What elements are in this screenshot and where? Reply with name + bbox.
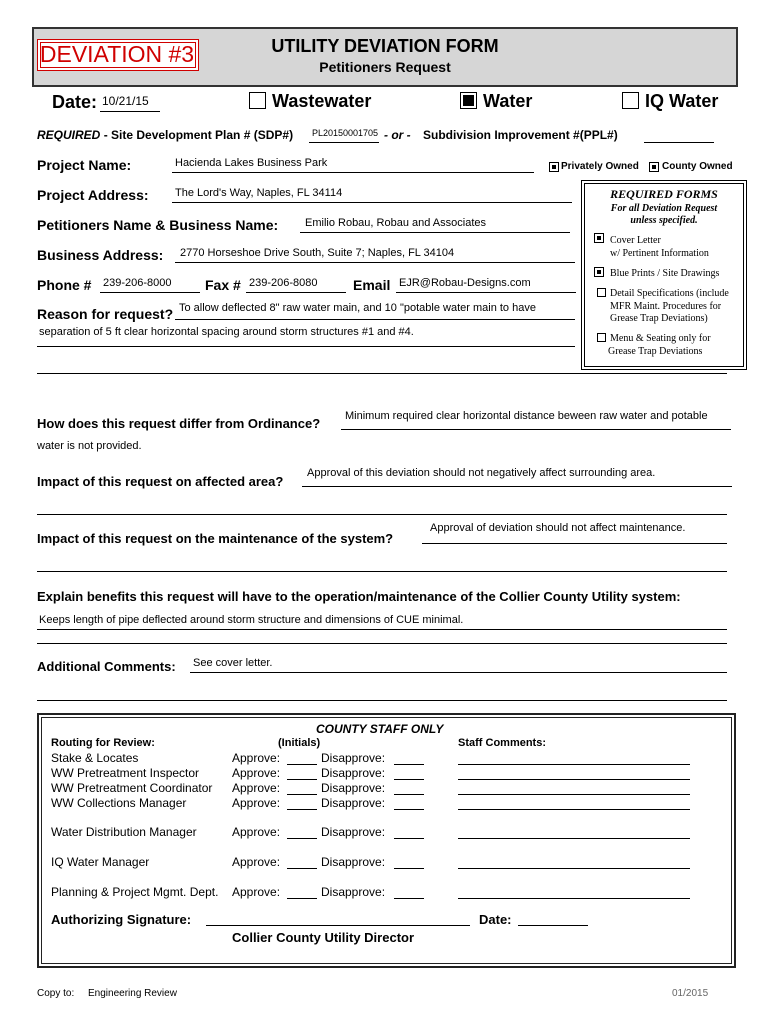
petitioner-label: Petitioners Name & Business Name: <box>37 217 279 233</box>
disapprove-label: Disapprove: <box>321 885 386 899</box>
disapprove-initials-line[interactable] <box>394 898 424 899</box>
wastewater-label: Wastewater <box>272 91 372 111</box>
staff-comment-line[interactable] <box>458 764 690 765</box>
form-subtitle: Petitioners Request <box>319 59 451 75</box>
approve-label: Approve: <box>232 781 281 795</box>
reviewer-name: WW Collections Manager <box>51 796 187 810</box>
project-name-value[interactable]: Hacienda Lakes Business Park <box>175 157 328 169</box>
blue-prints-label: Blue Prints / Site Drawings <box>610 268 720 279</box>
fax-value[interactable]: 239-206-8080 <box>249 277 318 289</box>
staff-comment-line[interactable] <box>458 779 690 780</box>
cover-letter-label: Cover Letter <box>610 235 661 246</box>
disapprove-label: Disapprove: <box>321 855 386 869</box>
county-owned-label: County Owned <box>662 161 733 172</box>
copy-to-label: Copy to: <box>37 988 75 999</box>
impact-maint-label: Impact of this request on the maintenance of the system? <box>37 531 394 546</box>
approve-initials-line[interactable] <box>287 898 317 899</box>
impact-area-line2 <box>37 514 727 515</box>
iq-water-label: IQ Water <box>645 91 719 111</box>
staff-comment-line[interactable] <box>458 794 690 795</box>
project-name-line <box>172 172 534 173</box>
iq-water-checkbox[interactable] <box>622 92 639 109</box>
impact-area-line1 <box>302 486 732 487</box>
comments-line1 <box>190 672 727 673</box>
required-prefix: REQUIRED <box>37 128 101 142</box>
required-forms-note: For all Deviation Request unless specified. <box>610 203 718 226</box>
disapprove-label: Disapprove: <box>321 781 386 795</box>
benefits-value[interactable]: Keeps length of pipe deflected around storm structure and dimensions of CUE minimal. <box>39 614 464 626</box>
disapprove-initials-line[interactable] <box>394 779 424 780</box>
routing-label: Routing for Review: <box>51 737 155 749</box>
reason-line2 <box>37 346 575 347</box>
comments-value[interactable]: See cover letter. <box>193 657 273 669</box>
petitioner-line <box>300 232 570 233</box>
county-owned-checkbox[interactable] <box>649 162 659 172</box>
approve-label: Approve: <box>232 796 281 810</box>
menu-seating-label: Menu & Seating only for <box>610 333 711 344</box>
project-address-label: Project Address: <box>37 187 149 203</box>
fax-label: Fax # <box>205 277 241 293</box>
director-label: Collier County Utility Director <box>232 930 415 945</box>
reviewer-name: Water Distribution Manager <box>51 825 197 839</box>
fax-line <box>246 292 346 293</box>
project-address-value[interactable]: The Lord's Way, Naples, FL 34114 <box>175 187 343 199</box>
impact-maint-value[interactable]: Approval of deviation should not affect maintenance. <box>430 522 686 534</box>
date-line <box>100 111 160 112</box>
reviewer-row <box>51 796 186 810</box>
reason-line1-value[interactable]: To allow deflected 8" raw water main, and 10 "potable water main to have <box>179 302 536 314</box>
sdp-line <box>309 142 379 143</box>
approve-initials-line[interactable] <box>287 779 317 780</box>
business-address-value[interactable]: 2770 Horseshoe Drive South, Suite 7; Naples, FL 34104 <box>180 247 455 259</box>
benefits-label: Explain benefits this request will have to the operation/maintenance of the Collier County Utility system: <box>37 589 681 604</box>
privately-owned-label: Privately Owned <box>561 161 639 172</box>
ppl-label: Subdivision Improvement #(PPL#) <box>423 128 618 142</box>
date-label: Date: <box>52 92 98 112</box>
deviation-stamp-text: DEVIATION #3 <box>39 41 195 67</box>
approve-initials-line[interactable] <box>287 794 317 795</box>
disapprove-initials-line[interactable] <box>394 868 424 869</box>
menu-seating-sub: Grease Trap Deviations <box>608 346 703 357</box>
project-address-line <box>172 202 572 203</box>
differ-line2-value[interactable]: water is not provided. <box>37 440 142 452</box>
benefits-line2 <box>37 643 727 644</box>
comments-line2 <box>37 700 727 701</box>
initials-label: (Initials) <box>278 737 321 749</box>
signature-date-line[interactable] <box>518 925 588 926</box>
reason-line3 <box>37 373 727 374</box>
staff-comment-line[interactable] <box>458 809 690 810</box>
disapprove-label: Disapprove: <box>321 796 386 810</box>
required-forms-box <box>581 180 747 370</box>
email-label: Email <box>353 277 391 293</box>
cover-letter-sub: w/ Pertinent Information <box>610 248 709 259</box>
approve-initials-line[interactable] <box>287 764 317 765</box>
approve-label: Approve: <box>232 885 281 899</box>
email-value[interactable]: EJR@Robau-Designs.com <box>399 277 531 289</box>
disapprove-initials-line[interactable] <box>394 838 424 839</box>
form-version: 01/2015 <box>672 988 709 999</box>
wastewater-checkbox[interactable] <box>249 92 266 109</box>
reviewer-name: Stake & Locates <box>51 751 139 765</box>
date-value[interactable]: 10/21/15 <box>102 94 149 108</box>
menu-seating-checkbox[interactable] <box>597 333 606 342</box>
sdp-label: - Site Development Plan # (SDP#) <box>103 128 294 142</box>
blue-prints-checkbox[interactable] <box>594 267 604 277</box>
disapprove-label: Disapprove: <box>321 751 386 765</box>
disapprove-initials-line[interactable] <box>394 794 424 795</box>
approve-initials-line[interactable] <box>287 809 317 810</box>
disapprove-initials-line[interactable] <box>394 809 424 810</box>
comments-label: Additional Comments: <box>37 659 176 674</box>
sdp-value[interactable]: PL20150001705 <box>312 128 379 138</box>
project-name-label: Project Name: <box>37 157 132 173</box>
disapprove-initials-line[interactable] <box>394 764 424 765</box>
staff-comment-line[interactable] <box>458 898 690 899</box>
staff-comment-line[interactable] <box>458 868 690 869</box>
required-forms-title: REQUIRED FORMS <box>610 187 718 201</box>
disapprove-label: Disapprove: <box>321 766 386 780</box>
reviewer-row <box>51 766 199 780</box>
reason-label: Reason for request? <box>37 306 174 322</box>
impact-area-value[interactable]: Approval of this deviation should not negatively affect surrounding area. <box>307 467 656 479</box>
differ-label: How does this request differ from Ordinance? <box>37 416 321 431</box>
business-address-label: Business Address: <box>37 247 164 263</box>
phone-label: Phone # <box>37 277 92 293</box>
reviewer-row <box>51 751 138 765</box>
privately-owned-checkbox[interactable] <box>549 162 559 172</box>
copy-to-value: Engineering Review <box>88 988 177 999</box>
email-line <box>396 292 576 293</box>
reviewer-name: WW Pretreatment Coordinator <box>51 781 213 795</box>
approve-label: Approve: <box>232 751 281 765</box>
or-text: - or - <box>384 128 411 142</box>
differ-line1-value[interactable]: Minimum required clear horizontal distance beween raw water and potable <box>345 410 708 422</box>
approve-initials-line[interactable] <box>287 838 317 839</box>
detail-spec-sub: MFR Maint. Procedures for Grease Trap Deviations) <box>610 301 722 324</box>
reviewer-name: IQ Water Manager <box>51 855 150 869</box>
approve-label: Approve: <box>232 766 281 780</box>
impact-maint-line1 <box>422 543 727 544</box>
reviewer-row <box>51 781 212 795</box>
signature-label: Authorizing Signature: <box>51 912 192 927</box>
reviewer-row <box>51 855 149 869</box>
detail-spec-checkbox[interactable] <box>597 288 606 297</box>
approve-label: Approve: <box>232 855 281 869</box>
reason-line1 <box>175 319 575 320</box>
business-address-line <box>175 262 575 263</box>
staff-comments-label: Staff Comments: <box>458 737 547 749</box>
county-staff-title: COUNTY STAFF ONLY <box>316 722 444 736</box>
reviewer-name: Planning & Project Mgmt. Dept. <box>51 885 219 899</box>
water-label: Water <box>483 91 533 111</box>
detail-spec-label: Detail Specifications (include <box>610 288 729 299</box>
signature-line[interactable] <box>206 925 470 926</box>
ppl-line[interactable] <box>644 142 714 143</box>
petitioner-value[interactable]: Emilio Robau, Robau and Associates <box>305 217 486 229</box>
phone-value[interactable]: 239-206-8000 <box>103 277 172 289</box>
water-checkbox[interactable] <box>460 92 477 109</box>
reviewer-row <box>51 885 218 899</box>
staff-comment-line[interactable] <box>458 838 690 839</box>
disapprove-label: Disapprove: <box>321 825 386 839</box>
impact-area-label: Impact of this request on affected area? <box>37 474 284 489</box>
approve-label: Approve: <box>232 825 281 839</box>
approve-initials-line[interactable] <box>287 868 317 869</box>
reason-line2-value[interactable]: separation of 5 ft clear horizontal spacing around storm structures #1 and #4. <box>39 326 414 338</box>
phone-line <box>100 292 200 293</box>
required-sdp-row <box>37 128 293 142</box>
reviewer-name: WW Pretreatment Inspector <box>51 766 200 780</box>
benefits-line1 <box>37 629 727 630</box>
signature-date-label: Date: <box>479 912 512 927</box>
form-title: UTILITY DEVIATION FORM <box>271 36 499 56</box>
impact-maint-line2 <box>37 571 727 572</box>
cover-letter-checkbox[interactable] <box>594 233 604 243</box>
differ-line1 <box>341 429 731 430</box>
reviewer-row <box>51 825 197 839</box>
